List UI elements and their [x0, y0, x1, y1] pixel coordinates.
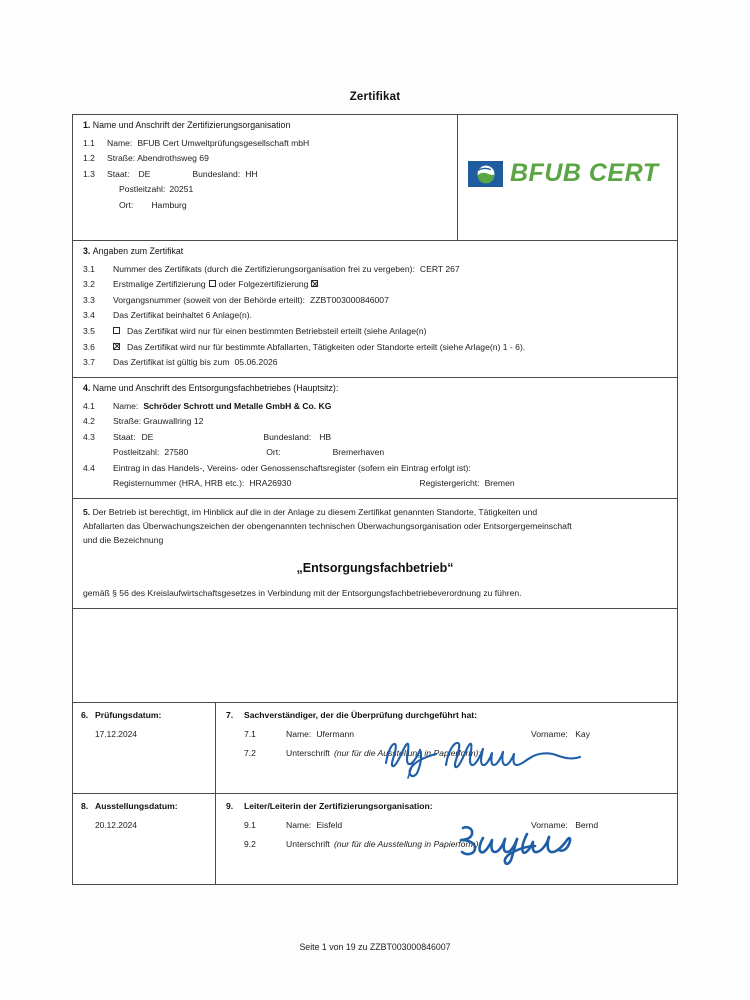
field-value: BFUB Cert Umweltprüfungsgesellschaft mbH — [137, 137, 310, 148]
field-label-vorname: Vorname: — [531, 728, 568, 739]
field-4-1-company-name — [83, 402, 667, 411]
page-title: Zertifikat — [349, 91, 401, 103]
field-3-6-specific-waste — [83, 343, 667, 352]
field-label-ort: Ort: — [266, 447, 281, 458]
field-number: 3.3 — [83, 294, 95, 305]
field-label: Name: — [286, 819, 312, 830]
field-number: 3.5 — [83, 326, 95, 337]
field-number: 7.1 — [244, 728, 256, 739]
field-4-4-register-details — [83, 479, 667, 488]
section-8-9-issuance — [73, 794, 677, 884]
field-number: 4.4 — [83, 462, 95, 473]
bfub-cert-logo — [468, 159, 658, 188]
field-1-3-city — [83, 201, 447, 210]
checkbox-specific-waste[interactable] — [113, 343, 120, 350]
section-3-heading-text: Angaben zum Zertifikat — [92, 246, 184, 256]
section-7-expert — [216, 703, 677, 793]
field-1-3-state — [83, 170, 447, 179]
field-label: Unterschrift — [286, 838, 330, 849]
field-value: Schröder Schrott und Metalle GmbH & Co. KG — [143, 400, 332, 411]
section-8-heading — [81, 801, 207, 811]
logo-wordmark: BFUB CERT — [510, 159, 659, 187]
field-number: 9.1 — [244, 819, 256, 830]
section-5-authorization — [73, 499, 677, 609]
field-value-vorname: Kay — [575, 728, 590, 739]
section-3-certificate-details — [73, 241, 677, 378]
section-9-heading-text: Leiter/Leiterin der Zertifizierungsorganisation: — [244, 800, 433, 811]
section-5-line-2: Abfallarten das Überwachungszeichen der obengenannten technischen Überwachungsorganisation oder Entsorgergemeinschaft — [83, 521, 572, 532]
field-9-1-firstname-group — [531, 820, 598, 830]
field-number: 9.2 — [244, 838, 256, 849]
field-value: Ufermann — [316, 728, 355, 739]
section-6-7-inspection — [73, 703, 677, 794]
logo-cell — [458, 115, 677, 240]
field-3-2-certification-type — [83, 280, 667, 289]
field-value: Eisfeld — [316, 819, 343, 830]
field-3-3-process-number — [83, 296, 667, 305]
section-4-company — [73, 378, 677, 499]
field-number: 3.4 — [83, 310, 95, 321]
section-6-date-value: 17.12.2024 — [95, 728, 137, 739]
field-4-3-state — [83, 433, 667, 442]
field-label: Staat: — [113, 431, 136, 442]
field-label-note: (nur für die Ausstellung in Papierform): — [333, 838, 481, 849]
field-value: CERT 267 — [419, 263, 460, 274]
section-7-heading-text: Sachverständiger, der die Überprüfung durchgeführt hat: — [244, 709, 478, 720]
section-5-line-1: Der Betrieb ist berechtigt, im Hinblick auf die in der Anlage zu diesem Zertifikat genannten Standorte, Tätigkeiten und — [92, 507, 538, 518]
field-value: DE — [141, 431, 154, 442]
field-number: 4.2 — [83, 416, 95, 427]
field-label: Nummer des Zertifikats (durch die Zertifizierungsorganisation frei zu vergeben): — [113, 263, 415, 274]
section-1-content — [73, 115, 458, 240]
field-label: Straße: — [113, 416, 142, 427]
field-label: Vorgangsnummer (soweit von der Behörde erteilt): — [113, 294, 306, 305]
section-4-heading — [83, 384, 667, 394]
section-4-heading-text: Name und Anschrift des Entsorgungsfachbetriebes (Hauptsitz): — [92, 382, 339, 393]
field-label: Ort: — [119, 200, 134, 211]
field-value-ort: Bremerhaven — [332, 447, 385, 458]
field-value: Grauwallring 12 — [143, 416, 204, 427]
field-3-4-attachments — [83, 311, 667, 320]
section-6-label: Prüfungsdatum: — [95, 709, 162, 720]
field-4-3-postal-city — [83, 448, 667, 457]
field-3-7-valid-until — [83, 358, 667, 367]
field-3-5-partial-operation — [83, 327, 667, 336]
field-9-1-director-name — [226, 820, 667, 830]
section-7-heading — [226, 710, 667, 720]
field-label: Das Zertifikat wird nur für bestimmte Abfallarten, Tätigkeiten oder Standorte erteilt (siehe Arlage(n) 1 - 6). — [127, 341, 526, 352]
section-1-heading-text: Name und Anschrift der Zertifizierungsorganisation — [92, 120, 291, 130]
field-label-plz: Postleitzahl: — [113, 447, 160, 458]
field-value: Abendrothsweg 69 — [137, 153, 209, 164]
field-label-bundesland: Bundesland: — [192, 168, 241, 179]
first-certification-label: Erstmalige Zertifizierung — [113, 279, 206, 290]
field-number: 4.1 — [83, 400, 95, 411]
section-1-heading — [83, 121, 447, 131]
section-7-number: 7. — [226, 709, 234, 720]
section-8-date-value: 20.12.2024 — [95, 819, 137, 830]
field-7-1-firstname-group — [531, 729, 590, 739]
section-9-number: 9. — [226, 800, 234, 811]
section-6-inspection-date — [73, 703, 216, 793]
section-5-paragraph — [83, 505, 667, 548]
field-1-3-postal-code — [83, 185, 447, 194]
globe-leaf-icon — [468, 161, 503, 187]
section-4-number: 4. — [83, 382, 91, 393]
field-7-1-expert-name — [226, 729, 667, 739]
register-number-value: HRA26930 — [249, 478, 292, 489]
field-label-vorname: Vorname: — [531, 819, 568, 830]
section-3-heading — [83, 247, 667, 257]
section-5-number: 5. — [83, 507, 91, 518]
checkbox-first-certification[interactable] — [209, 280, 216, 287]
field-number: 7.2 — [244, 747, 256, 758]
field-number: 3.1 — [83, 263, 95, 274]
section-3-number: 3. — [83, 246, 91, 256]
page-footer: Seite 1 von 19 zu ZZBT003000846007 — [299, 942, 451, 952]
field-label: Eintrag in das Handels-, Vereins- oder Genossenschaftsregister (sofern ein Eintrag erfolgt ist): — [113, 462, 471, 473]
field-value: Hamburg — [151, 200, 187, 211]
field-label-note: (nur für die Ausstellung in Papierform): — [333, 747, 481, 758]
field-value-bundesland: HH — [245, 168, 258, 179]
section-1-number: 1. — [83, 120, 91, 130]
field-value-plz: 27580 — [164, 447, 189, 458]
field-3-1-certificate-number — [83, 265, 667, 274]
field-label: Name: — [107, 137, 133, 148]
field-9-2-signature — [226, 839, 667, 867]
field-value: 05.06.2026 — [234, 357, 278, 368]
field-label: Name: — [286, 728, 312, 739]
field-label: Staat: — [107, 168, 130, 179]
section-6-number: 6. — [81, 709, 89, 720]
section-1-certifier — [73, 115, 677, 241]
field-value: ZZBT003000846007 — [310, 294, 389, 305]
field-label-bundesland: Bundesland: — [263, 431, 312, 442]
field-label: Das Zertifikat ist gültig bis zum — [113, 357, 230, 368]
field-number: 3.2 — [83, 279, 95, 290]
section-8-label: Ausstellungsdatum: — [95, 800, 178, 811]
field-value: DE — [138, 168, 151, 179]
register-number-label: Registernummer (HRA, HRB etc.): — [113, 478, 245, 489]
field-value: 20251 — [169, 184, 194, 195]
section-5-emphasis: „Entsorgungsfachbetrieb“ — [296, 560, 454, 575]
field-4-4-register — [83, 464, 667, 473]
field-value-vorname: Bernd — [575, 819, 599, 830]
field-label: Das Zertifikat beinhaltet 6 Anlage(n). — [113, 310, 253, 321]
field-1-1-name — [83, 139, 447, 148]
field-number: 3.6 — [83, 341, 95, 352]
field-number: 1.3 — [83, 168, 95, 179]
section-5-line-4: gemäß § 56 des Kreislaufwirtschaftsgesetzes in Verbindung mit der Entsorgungsfachbetriebeverordnung zu führen. — [83, 587, 522, 598]
field-label: Unterschrift — [286, 747, 330, 758]
field-value-bundesland: HB — [319, 431, 332, 442]
section-8-issue-date — [73, 794, 216, 884]
section-9-director — [216, 794, 677, 884]
field-number: 4.3 — [83, 431, 95, 442]
field-label: Name: — [113, 400, 139, 411]
register-court-value: Bremen — [484, 478, 515, 489]
field-1-2-street — [83, 154, 447, 163]
checkbox-follow-up-certification[interactable] — [311, 280, 318, 287]
section-5-line-3: und die Bezeichnung — [83, 535, 164, 546]
section-blank-area — [73, 609, 677, 703]
section-8-number: 8. — [81, 800, 89, 811]
section-6-heading — [81, 710, 207, 720]
field-label: Straße: — [107, 153, 136, 164]
field-7-2-signature — [226, 748, 667, 776]
field-number: 1.2 — [83, 153, 95, 164]
section-9-heading — [226, 801, 667, 811]
register-court-label: Registergericht: — [419, 478, 480, 489]
certificate-table — [72, 114, 678, 885]
field-4-2-street — [83, 417, 667, 426]
field-label: Das Zertifikat wird nur für einen bestimmten Betriebsteil erteilt (siehe Anlage(n) — [127, 326, 427, 337]
field-number: 1.1 — [83, 137, 95, 148]
checkbox-partial-operation[interactable] — [113, 327, 120, 334]
follow-up-certification-label: oder Folgezertifizierung — [218, 279, 309, 290]
field-label: Postleitzahl: — [119, 184, 166, 195]
field-number: 3.7 — [83, 357, 95, 368]
